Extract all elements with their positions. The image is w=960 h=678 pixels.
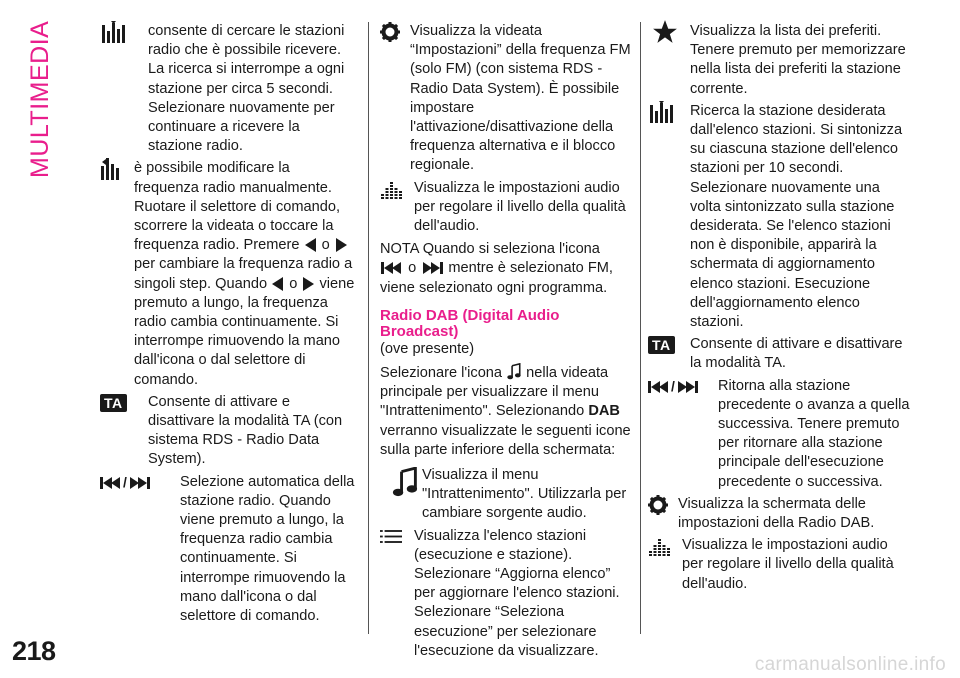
seek-back-icon [381,261,403,275]
scan-icon [648,101,690,123]
dab-ta-entry [648,335,910,373]
column-divider [368,22,369,634]
entertainment-description: Visualizza il menu "Intrattenimento". Utilizzarla per cambiare sorgente audio. [422,467,627,522]
triangle-left-icon [305,238,317,252]
audio-description: Visualizza le impostazioni audio per regolare il livello della qualità dell'audio. [414,179,626,235]
station-list-description: Visualizza l'elenco stazioni (esecuzione e stazione). Selezionare “Aggiorna elenco” per aggiornare l'elenco stazioni. Selezionare “Seleziona esecuzione” per selezionare l'esecuzione da visualizzare. [414,527,620,659]
favorites-description: Visualizza la lista dei preferiti. Tenere premuto per memorizzare nella lista dei preferiti la stazione corrente. [690,23,906,97]
scan-entry [100,22,358,156]
column-2 [380,22,632,664]
scan-description: consente di cercare le stazioni radio che è possibile ricevere. La ricerca si interrompe a ogni stazione per circa 5 secondi. Selezionare nuovamente per continuare a ricevere la stazione radio. [148,23,345,155]
dab-seek-description: Ritorna alla stazione precedente o avanza a quella successiva. Tenere premuto per ritornare alla stazione principale dell'esecuzione precedente o successiva. [718,377,910,490]
column-divider [640,22,641,634]
equalizer-icon [648,535,682,557]
music-note-icon [380,465,422,499]
dab-settings-entry [648,495,910,533]
tune-text-b: per cambiare la frequenza radio a singoli step. Quando [134,256,353,292]
dab-intro-c: verranno visualizzate le seguenti icone sulla parte inferiore della schermata: [380,422,631,458]
tune-text-a: è possibile modificare la frequenza radio manualmente. Ruotare il selettore di comando, scorrere la videata o toccare la frequenza radio. Premere [134,160,341,254]
fm-settings-description: Visualizza la videata “Impostazioni” della frequenza FM (solo FM) (con sistema RDS - Radio Data System). È possibile impostare l'attivazione/disattivazione della frequenza alternativa e il blocco regionale. [410,23,631,174]
dab-settings-description: Visualizza la schermata delle impostazioni della Radio DAB. [678,495,875,532]
tune-text-o1: o [321,237,330,254]
equalizer-icon [380,178,414,200]
watermark: carmanualsonline.info [754,654,946,675]
dab-audio-description: Visualizza le impostazioni audio per regolare il livello della qualità dell'audio. [682,537,894,592]
dab-scan-entry [648,102,910,332]
ta-entry [100,393,358,470]
column-1 [100,22,358,629]
dab-intro-b: nella videata principale per visualizzare il menu "Intrattenimento". Selezionando [380,365,609,420]
gear-icon [380,21,410,43]
nota-text-o: o [408,260,417,277]
seek-forward-icon [421,261,443,275]
tune-icon [100,158,134,180]
nota-text-b: mentre è selezionato FM, viene selezionato ogni programma. [380,260,613,296]
page-number: 218 [12,636,56,666]
triangle-right-icon [335,238,347,252]
seek-slash: / [671,378,675,395]
tune-description [134,159,358,389]
seek-slash: / [123,474,127,491]
ta-icon [100,392,148,414]
audio-entry [380,179,632,237]
dab-audio-entry [648,536,910,594]
ta-description: Consente di attivare e disattivare la modalità TA (con sistema RDS - Radio Data System). [148,393,343,468]
fm-settings-entry [380,22,632,176]
dab-intro-bold: DAB [588,403,620,420]
ta-icon [648,334,690,356]
dab-availability: (ove presente) [380,340,475,357]
dab-seek-entry [648,377,910,492]
seek-back-icon [648,380,670,394]
seek-forward-icon [128,476,150,490]
dab-ta-description: Consente di attivare e disattivare la modalità TA. [690,336,903,372]
seek-forward-icon [676,380,698,394]
entertainment-entry [380,466,632,524]
dab-heading: Radio DAB (Digital Audio Broadcast) [380,306,560,340]
star-icon [648,21,690,43]
seek-back-icon [100,476,122,490]
nota-text-a: NOTA Quando si seleziona l'icona [380,241,600,258]
ta-badge: TA [100,394,127,412]
music-note-icon [507,363,521,380]
dab-intro-a: Selezionare l'icona [380,365,503,382]
dab-intro-paragraph [380,363,632,460]
section-side-title: MULTIMEDIA [26,20,54,178]
triangle-right-icon [302,277,314,291]
tune-entry [100,159,358,389]
tune-text-o2: o [289,275,298,292]
nota-paragraph [380,240,632,298]
seek-entry [100,473,358,627]
favorites-entry [648,22,910,99]
seek-description: Selezione automatica della stazione radio. Quando viene premuto a lungo, la frequenza radio cambia continuamente. Si interrompe rimuovendo la mano dall'icona o dal selettore di comando. [180,473,355,625]
scan-icon [100,21,148,43]
seek-icons [100,472,180,494]
ta-badge: TA [648,336,675,354]
tune-text-c: viene premuto a lungo, la frequenza radio cambia continuamente. Si interrompe rimuovendo la mano dall'icona o dal selettore di comando. [134,275,355,388]
gear-icon [648,494,678,516]
station-list-entry [380,527,632,661]
dab-scan-description: Ricerca la stazione desiderata dall'elenco stazioni. Si sintonizza su ciascuna stazione dell'elenco stazioni per 10 secondi. Selezionare nuovamente una volta sintonizzato sulla stazione desiderata. Se l'elenco stazioni non è disponibile, apparirà la schermata di aggiornamento elenco stazioni. Esecuzione dell'aggiornamento elenco stazioni. [690,102,903,331]
column-3 [648,22,910,597]
list-icon [380,526,414,548]
triangle-left-icon [272,277,284,291]
seek-icons [648,376,718,398]
